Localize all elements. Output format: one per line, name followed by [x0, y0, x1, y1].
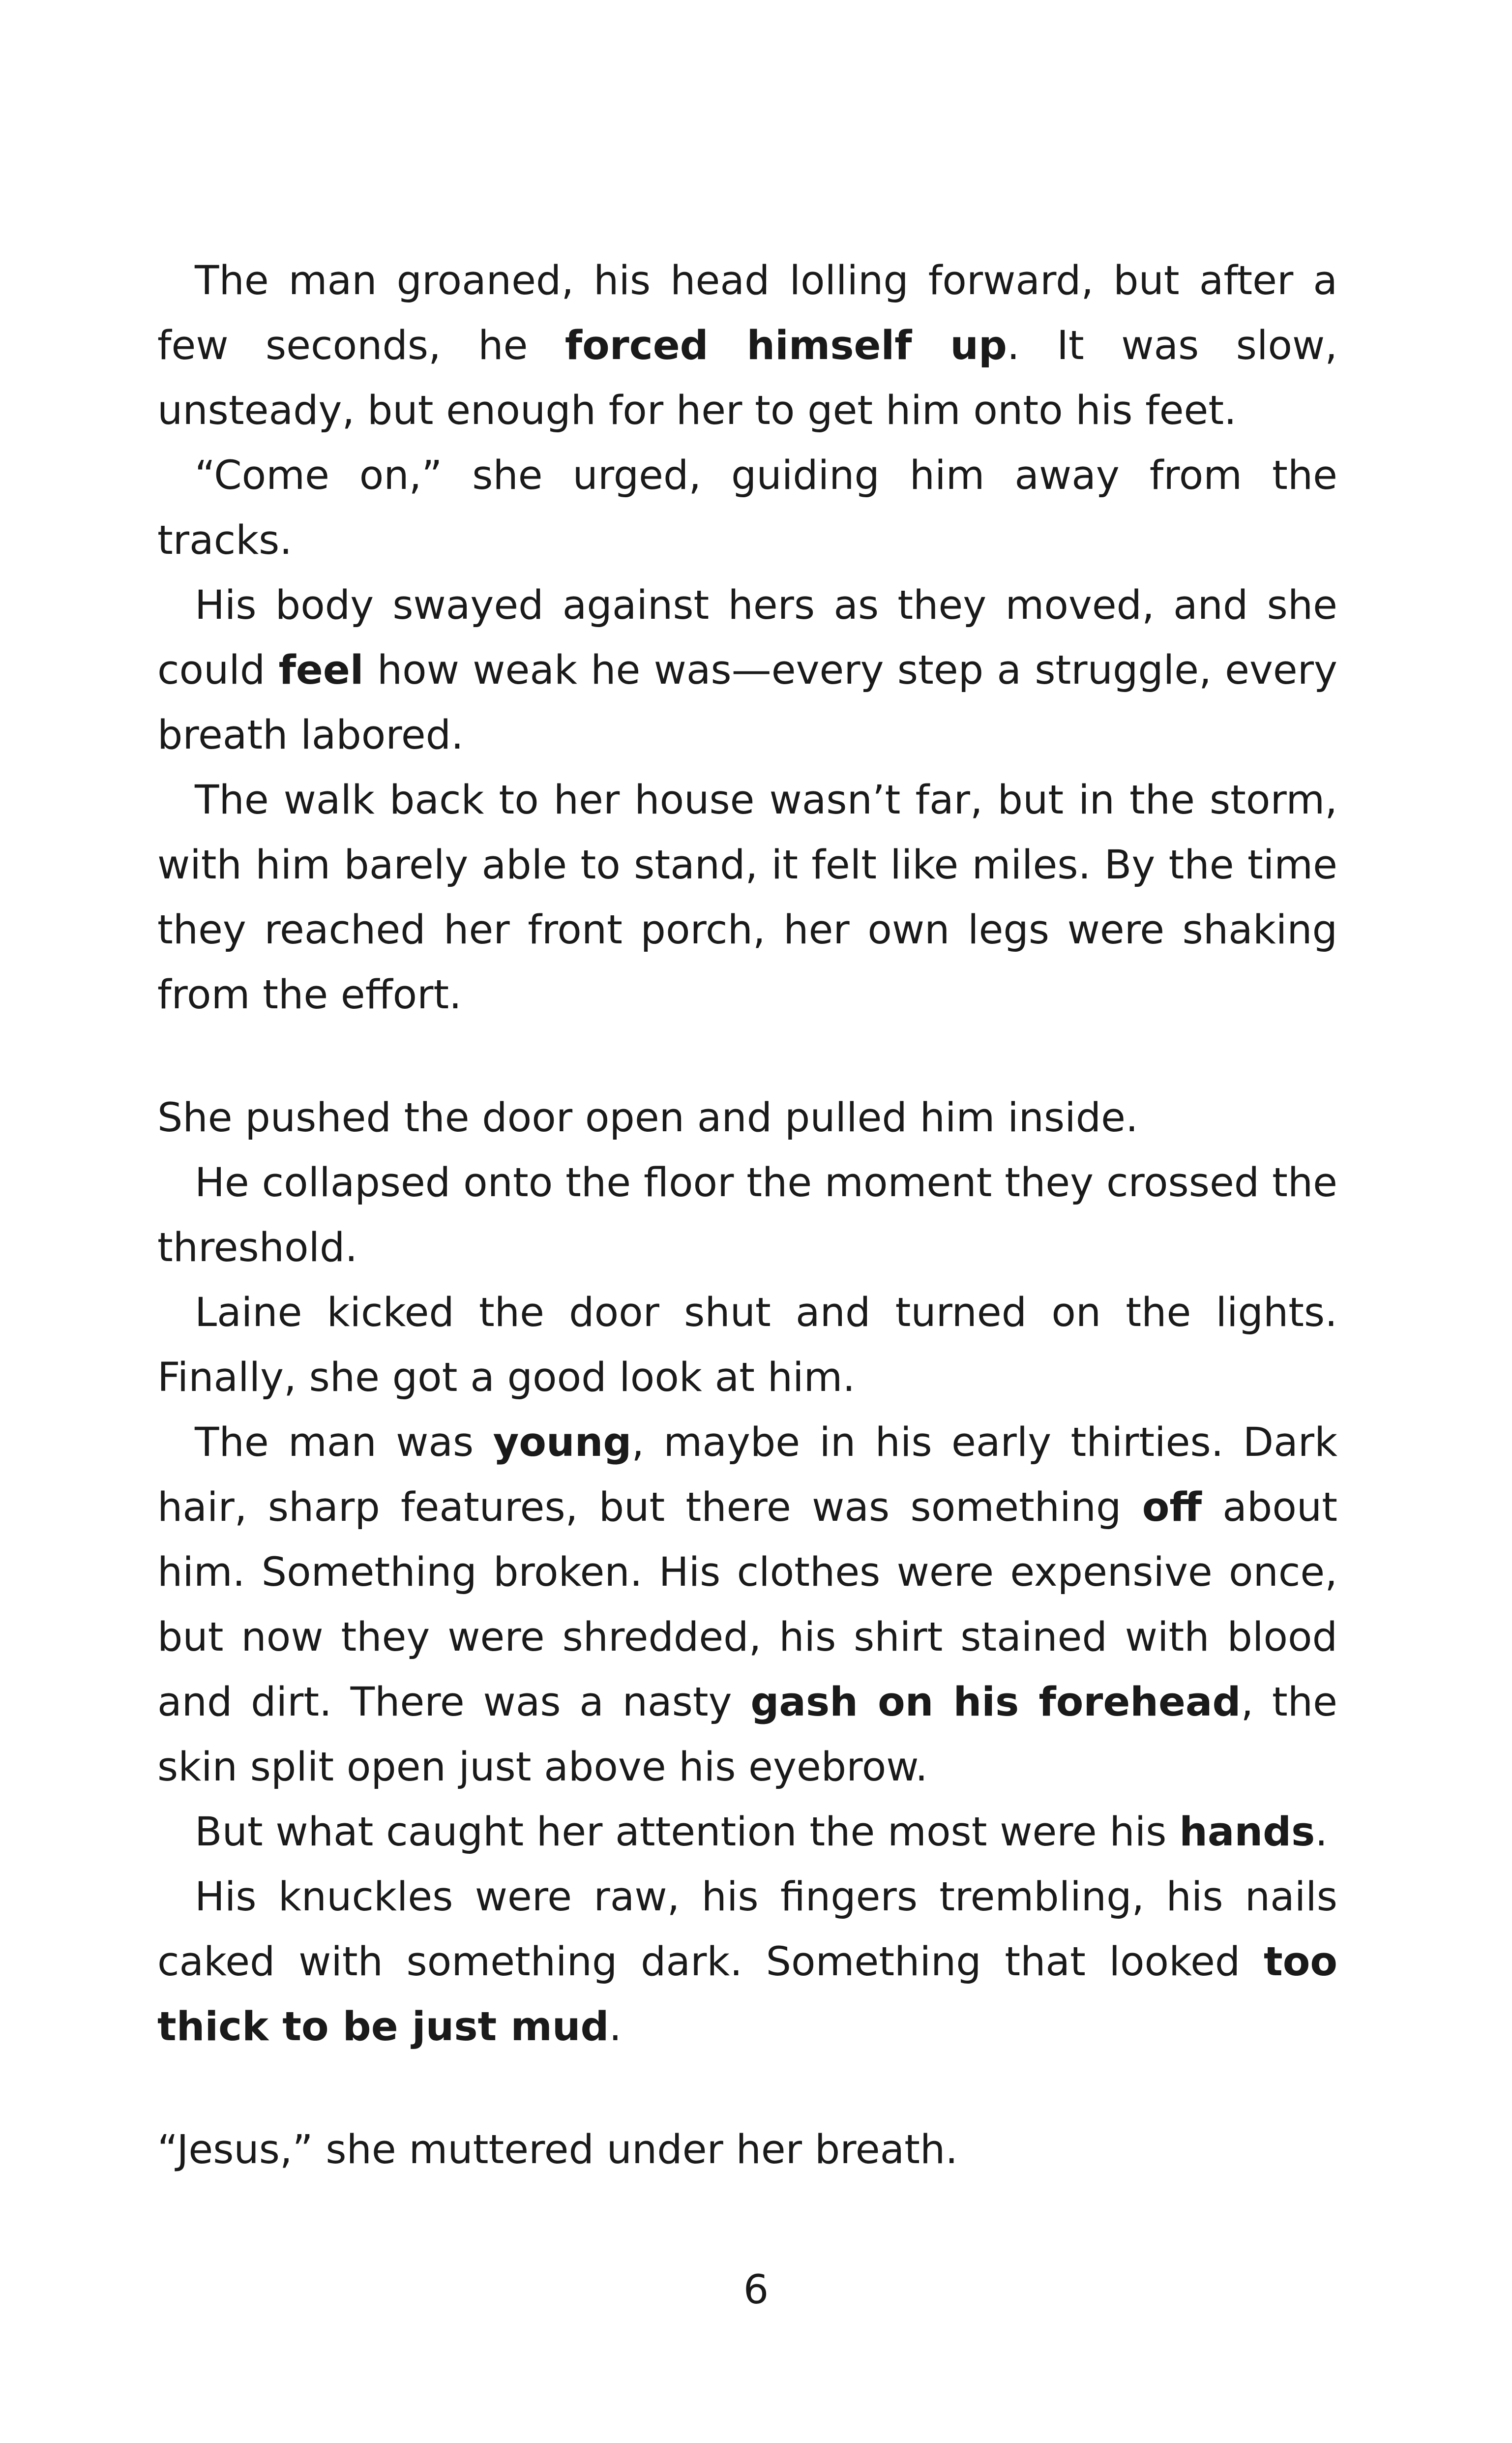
text-run: .: [1315, 1809, 1328, 1855]
text-run: The man was: [195, 1419, 493, 1466]
bold-text: hands: [1179, 1809, 1315, 1855]
paragraph: [157, 1410, 1337, 1800]
text-run: “Come on,” she urged, guiding him away from the tracks.: [157, 452, 1337, 564]
page-number: 6: [743, 2267, 769, 2313]
text-run: how weak he was—every step a struggle, every breath labored.: [157, 647, 1337, 758]
text-run: “Jesus,” she muttered under her breath.: [157, 2127, 958, 2173]
text-run: He collapsed onto the floor the moment they crossed the threshold.: [157, 1160, 1337, 1271]
paragraph: [157, 1800, 1337, 1865]
bold-text: off: [1142, 1484, 1202, 1531]
paragraph: [157, 1150, 1337, 1280]
body-text: [157, 248, 1337, 2182]
paragraph: [157, 1865, 1337, 2059]
paragraph: [157, 573, 1337, 768]
text-run: His body swayed against hers as they moved, and she could: [157, 582, 1337, 694]
text-run: Laine kicked the door shut and turned on the lights. Finally, she got a good look at him.: [157, 1290, 1337, 1401]
paragraph: [157, 443, 1337, 573]
text-run: His knuckles were raw, his fingers trembling, his nails caked with something dark. Something that looked: [157, 1874, 1337, 1985]
text-run: The man groaned, his head lolling forward, but after a few seconds, he: [157, 258, 1337, 369]
text-run: She pushed the door open and pulled him inside.: [157, 1095, 1138, 1141]
text-run: , the skin split open just above his eyebrow.: [157, 1679, 1337, 1790]
text-run: .: [609, 2004, 622, 2050]
text-run: . It was slow, unsteady, but enough for her to get him onto his feet.: [157, 323, 1337, 434]
text-run: , maybe in his early thirties. Dark hair, sharp features, but there was something: [157, 1419, 1337, 1531]
bold-text: forced himself up: [564, 323, 1007, 369]
bold-text: gash on his forehead: [750, 1679, 1241, 1725]
text-run: But what caught her attention the most were his: [195, 1809, 1180, 1855]
paragraph: [157, 768, 1337, 1027]
text-run: The walk back to her house wasn’t far, but in the storm, with him barely able to stand, it felt like miles. By the time they reached her front porch, her own legs were shaking from the effort.: [157, 777, 1337, 1018]
bold-text: too thick to be just mud: [157, 1939, 1337, 2050]
paragraph: [157, 1086, 1337, 1150]
bold-text: young: [493, 1419, 632, 1466]
bold-text: feel: [278, 647, 364, 694]
paragraph: [157, 248, 1337, 443]
text-run: about him. Something broken. His clothes were expensive once, but now they were shredded, his shirt stained with blood and dirt. There was a nasty: [157, 1484, 1337, 1725]
paragraph: [157, 2117, 1337, 2182]
paragraph: [157, 1280, 1337, 1410]
